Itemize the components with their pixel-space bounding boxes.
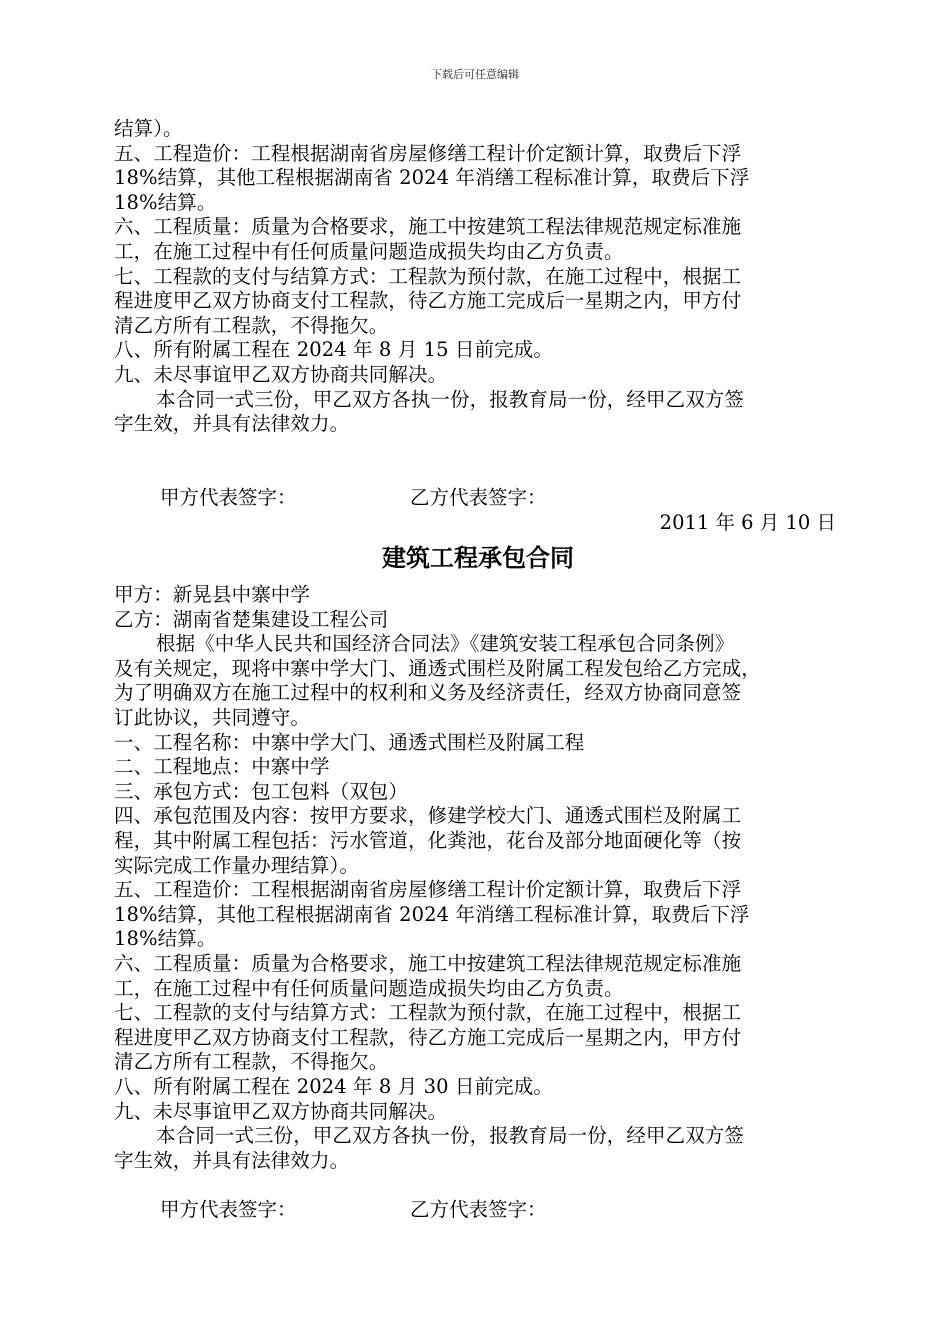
intro-line: 根据《中华人民共和国经济合同法》《建筑安装工程承包合同条例》 [156,632,735,656]
clause-line: 九、未尽事谊甲乙双方协商共同解决。 [114,362,448,386]
signing-date: 2011 年 6 月 10 日 [659,510,836,534]
closing-line: 本合同一式三份，甲乙双方各执一份，报教育局一份，经甲乙双方签 [156,387,745,411]
intro-line: 及有关规定，现将中寨中学大门、通透式围栏及附属工程发包给乙方完成， [114,656,761,680]
contract-title: 建筑工程承包合同 [382,544,574,573]
party-a-signature-label: 甲方代表签字： [160,485,297,509]
clause-line: 实际完成工作量办理结算）。 [114,853,360,877]
clause-line: 18%结算。 [114,190,217,214]
clause-line: 程进度甲乙双方协商支付工程款，待乙方施工完成后一星期之内，甲方付 [114,289,742,313]
clause-line: 八、所有附属工程在 2024 年 8 月 30 日前完成。 [114,1074,553,1098]
intro-line: 为了明确双方在施工过程中的权利和义务及经济责任，经双方协商同意签 [114,681,742,705]
clause-line: 四、承包范围及内容：按甲方要求，修建学校大门、通透式围栏及附属工 [114,804,742,828]
section-2-clauses [114,731,836,1125]
party-b-line: 乙方：湖南省楚集建设工程公司 [114,607,389,631]
intro-paragraph [114,632,836,730]
intro-line: 订此协议，共同遵守。 [114,706,311,730]
clause-line: 五、工程造价：工程根据湖南省房屋修缮工程计价定额计算，取费后下浮 [114,878,742,902]
clause-line: 程，其中附属工程包括：污水管道，化粪池，花台及部分地面硬化等（按 [114,829,742,853]
closing-line: 本合同一式三份，甲乙双方各执一份，报教育局一份，经甲乙双方签 [156,1124,745,1148]
clause-line: 清乙方所有工程款，不得拖欠。 [114,1050,389,1074]
clause-line: 七、工程款的支付与结算方式：工程款为预付款，在施工过程中，根据工 [114,1001,742,1025]
clause-line: 九、未尽事谊甲乙双方协商共同解决。 [114,1099,448,1123]
clause-line: 工，在施工过程中有任何质量问题造成损失均由乙方负责。 [114,239,624,263]
spacer [114,437,836,462]
clause-line: 八、所有附属工程在 2024 年 8 月 15 日前完成。 [114,338,553,362]
closing-line: 字生效，并具有法律效力。 [114,412,350,436]
clause-line: 18%结算，其他工程根据湖南省 2024 年消缮工程标准计算，取费后下浮 [114,902,750,926]
clause-line: 清乙方所有工程款，不得拖欠。 [114,313,389,337]
closing-line: 字生效，并具有法律效力。 [114,1148,350,1172]
page-header-note: 下载后可任意编辑 [431,68,519,81]
party-a-signature-label: 甲方代表签字： [160,1197,297,1221]
document-page [114,117,836,1223]
party-b-signature-label: 乙方代表签字： [410,1197,547,1221]
clause-line: 18%结算，其他工程根据湖南省 2024 年消缮工程标准计算，取费后下浮 [114,166,750,190]
section-1-clauses [114,117,836,388]
clause-line: 六、工程质量：质量为合格要求，施工中按建筑工程法律规范规定标准施 [114,215,742,239]
spacer [114,1173,836,1198]
section-2-closing [114,1124,836,1173]
clause-line: 六、工程质量：质量为合格要求，施工中按建筑工程法律规范规定标准施 [114,952,742,975]
clause-line: 五、工程造价：工程根据湖南省房屋修缮工程计价定额计算，取费后下浮 [114,141,742,165]
spacer [114,461,836,486]
clause-line: 工，在施工过程中有任何质量问题造成损失均由乙方负责。 [114,976,624,1000]
party-a-line: 甲方：新晃县中寨中学 [114,583,311,607]
section-1-closing [114,388,836,437]
clause-line: 三、承包方式：包工包料（双包） [114,779,409,803]
clause-line: 一、工程名称：中寨中学大门、通透式围栏及附属工程 [114,730,585,754]
clause-line: 程进度甲乙双方协商支付工程款，待乙方施工完成后一星期之内，甲方付 [114,1025,742,1049]
clause-line: 二、工程地点：中寨中学 [114,755,330,779]
clause-line: 七、工程款的支付与结算方式：工程款为预付款，在施工过程中，根据工 [114,264,742,288]
clause-line: 结算）。 [114,117,183,140]
clause-line: 18%结算。 [114,927,217,951]
signature-row [114,486,836,511]
party-b-signature-label: 乙方代表签字： [410,485,547,509]
signature-row [114,1198,836,1223]
